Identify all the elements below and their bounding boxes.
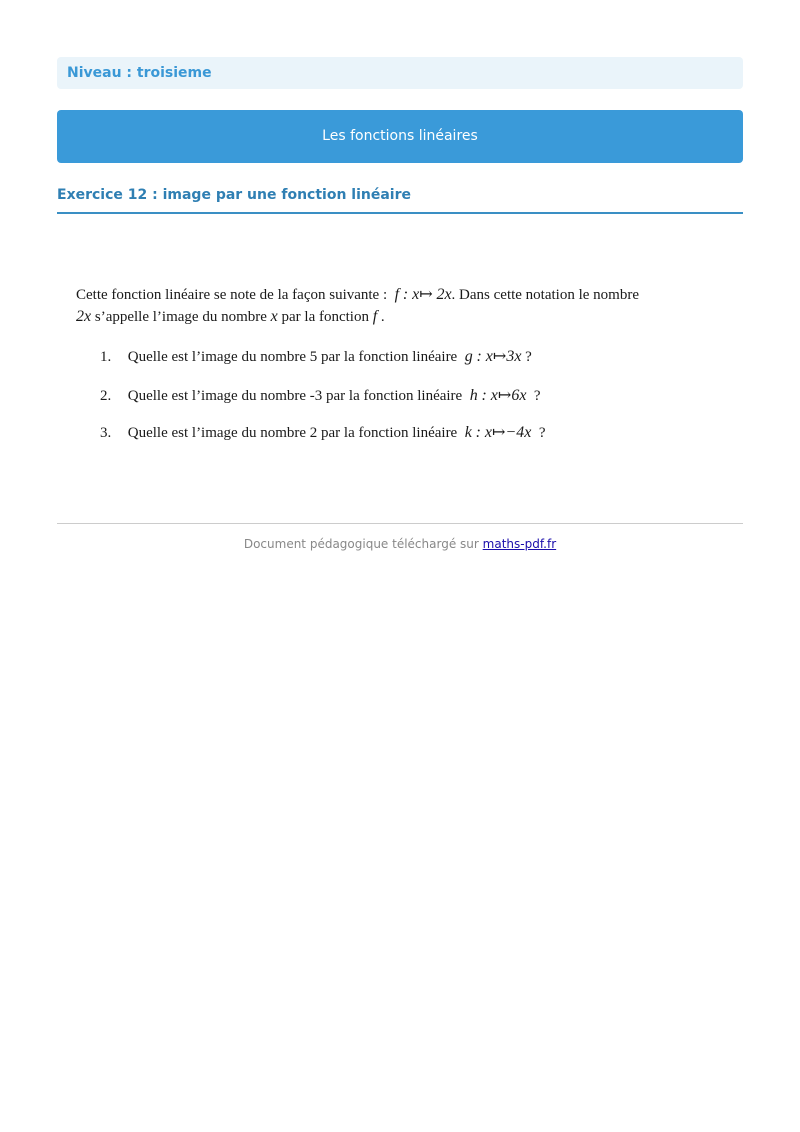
question-number: 2. bbox=[100, 388, 112, 404]
question-text: Quelle est l’image du nombre 5 par la fonction linéaire bbox=[127, 349, 458, 365]
intro-text-4: par la fonction bbox=[281, 309, 369, 325]
question-number: 1. bbox=[100, 349, 112, 365]
function-expr: 6x bbox=[511, 387, 527, 404]
maps-to-arrow: ↦ bbox=[492, 424, 506, 441]
question-item bbox=[100, 422, 546, 442]
question-item bbox=[100, 385, 541, 405]
maps-to-arrow: ↦ bbox=[497, 387, 512, 404]
footer-divider bbox=[57, 523, 743, 524]
intro-image-expr: 2x bbox=[76, 308, 92, 325]
question-text: Quelle est l’image du nombre 2 par la fonction linéaire bbox=[127, 425, 458, 441]
question-mark: ? bbox=[525, 349, 532, 365]
footer bbox=[57, 537, 743, 551]
maps-to-arrow: ↦ bbox=[419, 286, 433, 303]
exercise-content bbox=[76, 284, 716, 441]
level-badge: Niveau : troisieme bbox=[57, 57, 743, 89]
exercise-intro bbox=[76, 284, 716, 328]
maps-to-arrow: ↦ bbox=[492, 348, 507, 365]
question-number: 3. bbox=[100, 425, 112, 441]
question-item bbox=[100, 346, 532, 366]
intro-text-2: . Dans cette notation le nombre bbox=[451, 287, 639, 303]
function-name: g bbox=[464, 348, 473, 365]
function-name: h bbox=[469, 387, 478, 404]
intro-function-name: f bbox=[394, 286, 400, 303]
function-var: : x bbox=[475, 424, 493, 441]
chapter-title: Les fonctions linéaires bbox=[322, 128, 478, 144]
question-text: Quelle est l’image du nombre -3 par la fonction linéaire bbox=[127, 388, 463, 404]
intro-end: . bbox=[380, 309, 385, 325]
question-mark: ? bbox=[533, 388, 541, 404]
footer-link[interactable]: maths-pdf.fr bbox=[482, 537, 557, 551]
intro-function-expr: 2x bbox=[436, 286, 452, 303]
function-var: : x bbox=[476, 348, 493, 365]
intro-text-3: s’appelle l’image du nombre bbox=[94, 309, 267, 325]
intro-var-x: x bbox=[270, 308, 278, 325]
function-expr: −4x bbox=[505, 424, 532, 441]
footer-text: Document pédagogique téléchargé sur bbox=[243, 537, 479, 551]
function-var: : x bbox=[481, 387, 498, 404]
exercise-title: Exercice 12 : image par une fonction linéaire bbox=[57, 184, 743, 214]
chapter-banner bbox=[57, 110, 743, 163]
intro-var-f: f bbox=[372, 308, 378, 325]
intro-text-1: Cette fonction linéaire se note de la façon suivante : bbox=[76, 287, 388, 303]
intro-function-var: : x bbox=[402, 286, 420, 303]
question-mark: ? bbox=[538, 425, 546, 441]
function-name: k bbox=[464, 424, 472, 441]
function-expr: 3x bbox=[506, 348, 522, 365]
